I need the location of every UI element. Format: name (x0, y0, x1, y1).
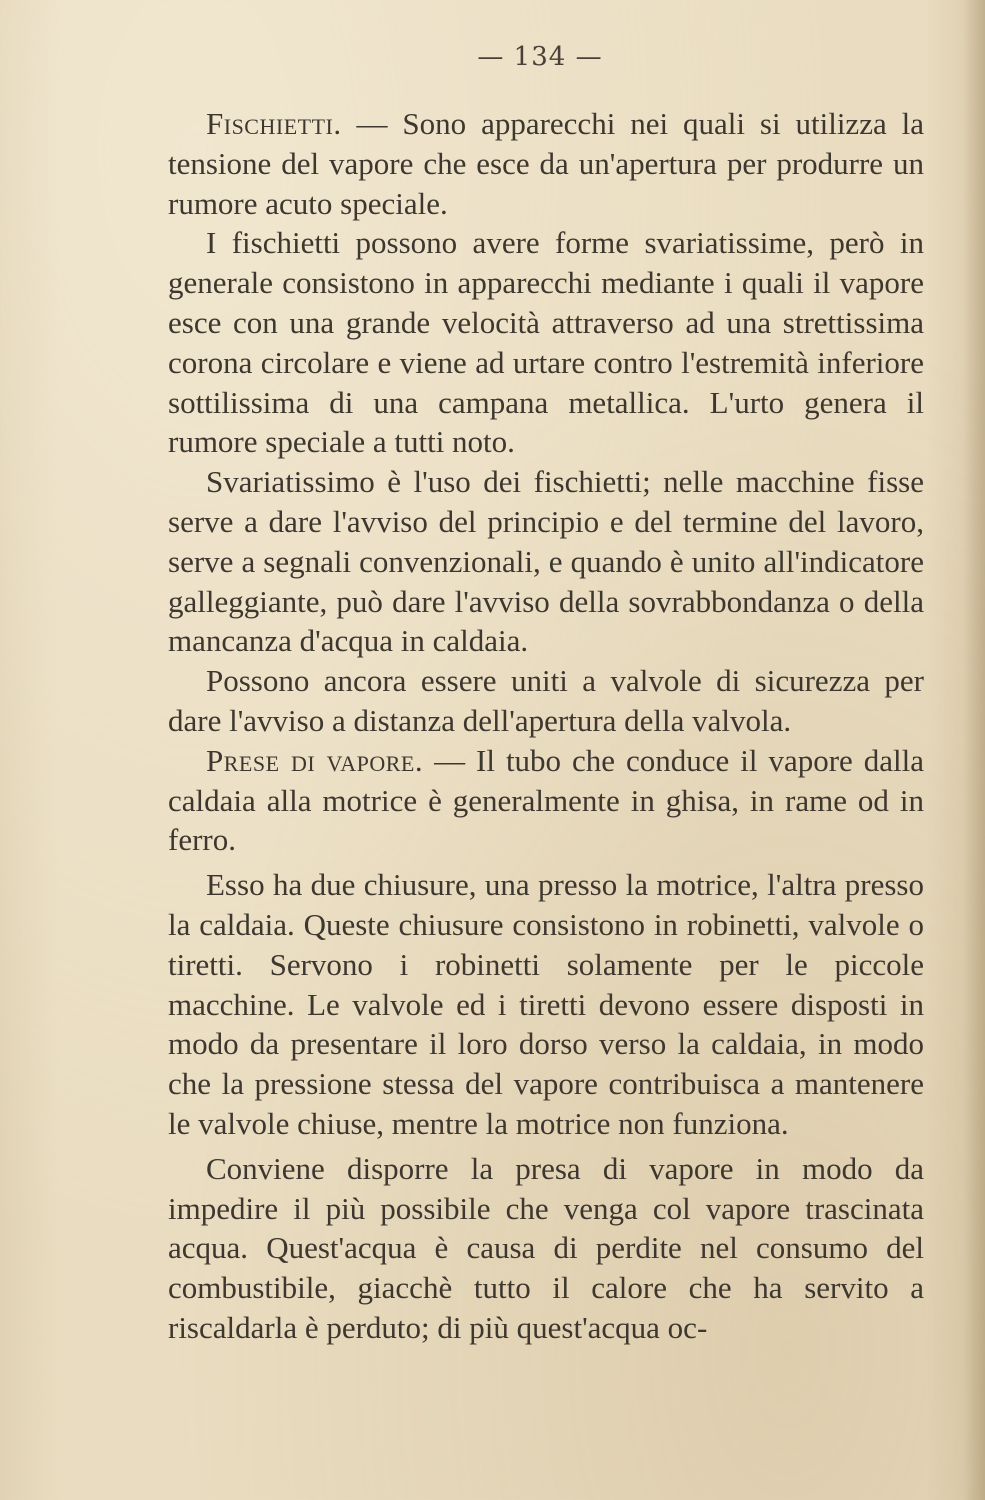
paragraph-text: — Sono apparecchi nei quali si utilizza la tensione del vapore che esce da un'apertura per produrre un rumore acuto speciale. (168, 106, 924, 221)
paragraph: Svariatissimo è l'uso dei fischietti; nelle macchine fisse serve a dare l'avviso del principio e del termine del lavoro, serve a segnali convenzionali, e quando è unito all'indicatore galleggiante, può dare l'avviso della sovrabbondanza o della mancanza d'acqua in caldaia. (168, 464, 924, 659)
paragraph-fischietti (168, 104, 924, 223)
paragraph-text: — Il tubo che conduce il vapore dalla caldaia alla motrice è generalmente in ghisa, in rame od in ferro. (168, 742, 924, 858)
section-heading-fischietti: Fischietti. (206, 106, 342, 141)
page-number: — 134 — (477, 42, 603, 72)
paragraph: Esso ha due chiusure, una presso la motrice, l'altra presso la caldaia. Queste chiusure consistono in robinetti, valvole o tiretti. Servono i robinetti solamente per le piccole macchine. Le valvole ed i tiretti devono essere disposti in modo da presentare il loro dorso verso la caldaia, in modo che la pressione stessa del vapore contribuisca a mantenere le valvole chiuse, mentre la motrice non funziona. (168, 867, 924, 1141)
paragraph-prese-di-vapore (168, 741, 924, 860)
paragraph: Conviene disporre la presa di vapore in modo da impedire il più possibile che venga col vapore trascinata acqua. Quest'acqua è causa di perdite nel consumo del combustibile, giacchè tutto il calore che ha servito a riscaldarla è perduto; di più quest'acqua oc- (168, 1150, 924, 1345)
section-heading-prese-di-vapore: Prese di vapore. (206, 742, 424, 778)
body-text (168, 104, 924, 1348)
page-edge-shadow (963, 0, 985, 1500)
paragraph: Possono ancora essere uniti a valvole di sicurezza per dare l'avviso a distanza dell'apertura della valvola. (168, 663, 924, 738)
paragraph: I fischietti possono avere forme svariatissime, però in generale consistono in apparecchi mediante i quali il vapore esce con una grande velocità attraverso ad una strettissima corona circolare e viene ad urtare contro l'estremità inferiore sottilissima di una campana metallica. L'urto genera il rumore speciale a tutti noto. (168, 225, 924, 460)
